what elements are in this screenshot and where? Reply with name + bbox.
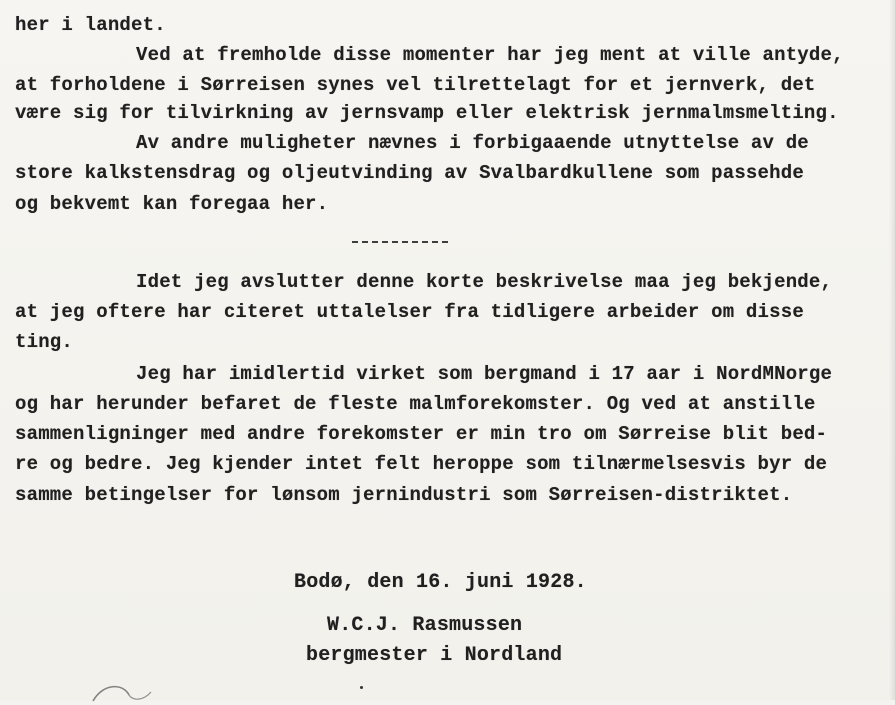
signatory-title: bergmester i Nordland: [306, 644, 563, 667]
section-divider: [352, 241, 448, 243]
place-date: Bodø, den 16. juni 1928.: [294, 571, 587, 594]
paragraph-4-line-1: Jeg har imidlertid virket som bergmand i 17 aar i NordMNorge: [136, 363, 833, 385]
handwritten-mark-icon: [85, 681, 157, 705]
paragraph-4-line-2: og har herunder befaret de fleste malmforekomster. Og ved at anstille: [15, 393, 816, 415]
paragraph-2-line-2: store kalkstensdrag og oljeutvinding av Svalbardkullene som passehde: [15, 162, 804, 184]
paragraph-4-line-5: samme betingelser for lønsom jernindustri som Sørreisen-distriktet.: [15, 484, 793, 506]
paragraph-4-line-4: re og bedre. Jeg kjender intet felt heroppe som tilnærmelsesvis byr de: [15, 453, 828, 475]
paragraph-3-line-3: ting.: [15, 331, 74, 353]
paragraph-2-line-1: Av andre muligheter nævnes i forbigaaende utnyttelse av de: [136, 132, 809, 154]
paragraph-3-line-1: Idet jeg avslutter denne korte beskrivelse maa jeg bekjende,: [136, 271, 833, 293]
paragraph-4-line-3: sammenligninger med andre forekomster er min tro om Sørreise blit bed-: [15, 423, 828, 445]
paragraph-3-line-2: at jeg oftere har citeret uttalelser fra tidligere arbeider om disse: [15, 301, 804, 323]
paragraph-1-line-3: at forholdene i Sørreisen synes vel tilrettelagt for et jernverk, det: [15, 74, 816, 96]
stray-mark: [360, 686, 363, 689]
paragraph-1-line-1: her i landet.: [15, 14, 166, 36]
page-edge-shadow: [889, 0, 895, 700]
paragraph-1-line-4: være sig for tilvirkning av jernsvamp eller elektrisk jernmalmsmelting.: [15, 102, 839, 124]
paragraph-2-line-3: og bekvemt kan foregaa her.: [15, 193, 329, 215]
paragraph-1-line-2: Ved at fremholde disse momenter har jeg ment at ville antyde,: [136, 44, 844, 66]
signatory-name: W.C.J. Rasmussen: [327, 614, 523, 637]
